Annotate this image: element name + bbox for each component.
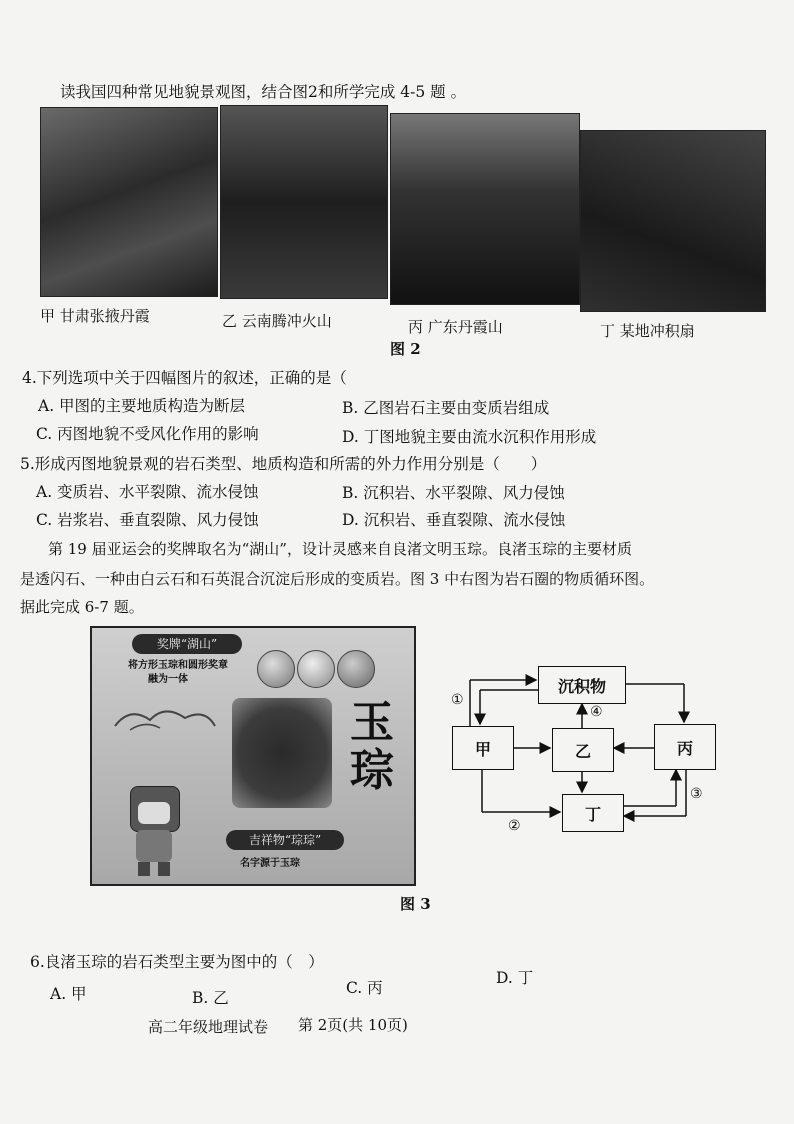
q4-option-d: D. 丁图地貌主要由流水沉积作用形成 <box>342 428 597 446</box>
q4-option-a: A. 甲图的主要地质构造为断层 <box>38 397 246 415</box>
photo-ding <box>580 130 766 312</box>
poster-char-yu: 玉 <box>350 697 394 748</box>
q5-option-c: C. 岩浆岩、垂直裂隙、风力侵蚀 <box>36 511 259 529</box>
label-1: ① <box>451 692 464 708</box>
medal-sub-2: 融为一体 <box>148 674 188 685</box>
poster-char-cong: 琮 <box>350 745 394 796</box>
medal-sub-1: 将方形玉琮和圆形奖章 <box>128 660 228 671</box>
mascot-badge: 吉祥物“琮琮” <box>226 830 344 850</box>
caption-jia: 甲 甘肃张掖丹霞 <box>40 307 150 325</box>
figure-3-label: 图 3 <box>400 895 431 913</box>
q6-stem: 6.良渚玉琮的岩石类型主要为图中的（ ） <box>30 953 324 971</box>
q6-option-b: B. 乙 <box>192 989 229 1007</box>
caption-ding: 丁 某地冲积扇 <box>600 322 695 340</box>
q5-option-a: A. 变质岩、水平裂隙、流水侵蚀 <box>36 483 259 501</box>
q4-option-b: B. 乙图岩石主要由变质岩组成 <box>342 399 550 417</box>
footer-title: 高二年级地理试卷 <box>148 1018 269 1036</box>
photo-jia <box>40 107 218 297</box>
label-2: ② <box>508 818 521 834</box>
q4-option-c: C. 丙图地貌不受风化作用的影响 <box>36 425 259 443</box>
mascot-sub: 名字源于玉琮 <box>240 858 300 869</box>
mascot-icon <box>122 786 186 878</box>
passage-line-3: 据此完成 6-7 题。 <box>20 598 144 616</box>
medal-silver-icon <box>297 650 335 688</box>
q6-option-a: A. 甲 <box>50 985 87 1003</box>
photo-bing <box>390 113 580 305</box>
caption-bing: 丙 广东丹霞山 <box>408 318 503 336</box>
passage-line-1: 第 19 届亚运会的奖牌取名为“湖山”，设计灵感来自良渚文明玉琮。良渚玉琮的主要材质 <box>48 540 632 558</box>
photo-yi <box>220 105 388 299</box>
box-jia: 甲 <box>452 726 514 770</box>
box-ding: 丁 <box>562 794 624 832</box>
q5-stem: 5.形成丙图地貌景观的岩石类型、地质构造和所需的外力作用分别是（ ） <box>20 455 547 473</box>
passage-line-2: 是透闪石、一种由白云石和石英混合沉淀后形成的变质岩。图 3 中右图为岩石圈的物质循环图。 <box>20 570 655 588</box>
box-sediment: 沉积物 <box>538 666 626 704</box>
caption-yi: 乙 云南腾冲火山 <box>222 312 332 330</box>
q6-option-d: D. 丁 <box>496 969 534 987</box>
box-yi: 乙 <box>552 728 614 772</box>
label-4: ④ <box>590 704 603 720</box>
q5-option-d: D. 沉积岩、垂直裂隙、流水侵蚀 <box>342 511 566 529</box>
medal-badge: 奖牌“湖山” <box>132 634 242 654</box>
jade-cong-icon <box>232 698 332 808</box>
q6-option-c: C. 丙 <box>346 979 383 997</box>
box-bing: 丙 <box>654 724 716 770</box>
footer-page: 第 2页(共 10页) <box>298 1016 408 1034</box>
poster-image <box>90 626 416 886</box>
figure-2-label: 图 2 <box>390 340 421 358</box>
label-3: ③ <box>690 786 703 802</box>
intro-text: 读我国四种常见地貌景观图，结合图2和所学完成 4-5 题 。 <box>60 83 467 101</box>
q4-stem: 4.下列选项中关于四幅图片的叙述，正确的是（ <box>22 369 347 387</box>
medal-gold-icon <box>257 650 295 688</box>
medal-bronze-icon <box>337 650 375 688</box>
q5-option-b: B. 沉积岩、水平裂隙、风力侵蚀 <box>342 484 565 502</box>
cloud-icon <box>110 698 220 738</box>
